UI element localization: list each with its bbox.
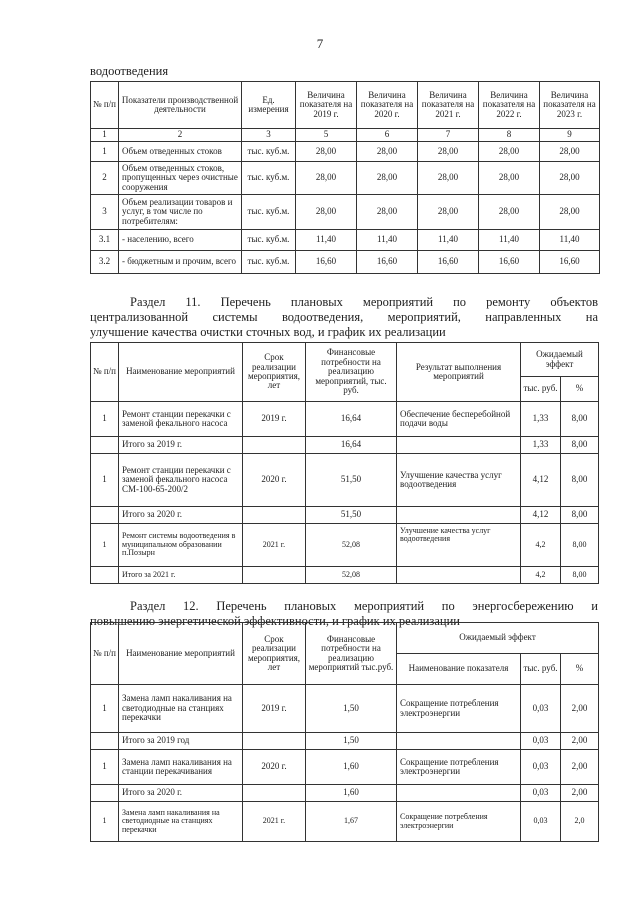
col-header: тыс. руб. [521, 377, 561, 402]
cell: 11,40 [357, 230, 418, 251]
table-header-row [91, 343, 599, 377]
table-row [91, 802, 599, 842]
cell: 8,00 [561, 524, 599, 567]
cell: Итого за 2019 г. [119, 437, 243, 454]
cell: 28,00 [357, 195, 418, 230]
table-row [91, 785, 599, 802]
cell: 16,60 [296, 251, 357, 274]
col-header: Результат выполнения мероприятий [397, 343, 521, 402]
cell: 28,00 [418, 195, 479, 230]
table-row [91, 230, 600, 251]
cell: 0,03 [521, 685, 561, 733]
cell: 2019 г. [243, 685, 306, 733]
cell: 8,00 [561, 507, 599, 524]
cell: 28,00 [479, 162, 540, 195]
cell [91, 733, 119, 750]
cell: 28,00 [357, 142, 418, 162]
cell [91, 507, 119, 524]
cell: 52,08 [306, 524, 397, 567]
table-row [91, 195, 600, 230]
cell: тыс. куб.м. [242, 251, 296, 274]
col-header: % [561, 654, 599, 685]
cell [243, 437, 306, 454]
section-11-line: централизованной системы водоотведения, мероприятий, направленных на [90, 310, 598, 324]
cell [397, 733, 521, 750]
cell: 16,60 [540, 251, 600, 274]
cell: Ремонт системы водоотведения в муниципальном образовании п.Позырн [119, 524, 243, 567]
page-number: 7 [316, 36, 324, 51]
cell: 2 [91, 162, 119, 195]
cell: 2,00 [561, 750, 599, 785]
cell: 28,00 [296, 195, 357, 230]
cell: 1 [91, 454, 119, 507]
cell: 28,00 [296, 142, 357, 162]
cell: 1 [91, 142, 119, 162]
table-row [91, 402, 599, 437]
table-row [91, 507, 599, 524]
cell: Улучшение качества услуг водоотведения [397, 524, 521, 567]
cell: Объем отведенных стоков, пропущенных через очистные сооружения [119, 162, 242, 195]
cell: Объем отведенных стоков [119, 142, 242, 162]
intro-text: водоотведения [90, 64, 169, 78]
numbering-row [91, 129, 600, 142]
cell: 1,50 [306, 685, 397, 733]
section-12-line: Раздел 12. Перечень плановых мероприятий по энергосбережению и [130, 599, 598, 613]
table-row [91, 567, 599, 584]
section-11-title [90, 295, 598, 340]
cell: 1,33 [521, 402, 561, 437]
cell: Итого за 2020 г. [119, 785, 243, 802]
col-header: Финансовые потребности на реализацию мероприятий, тыс. руб. [306, 343, 397, 402]
col-header: Ед. измерения [242, 82, 296, 129]
cell: 28,00 [418, 162, 479, 195]
col-header: Величина показателя на 2020 г. [357, 82, 418, 129]
cell: Улучшение качества услуг водоотведения [397, 454, 521, 507]
cell: 4,12 [521, 454, 561, 507]
cell: 1 [91, 402, 119, 437]
cell: 16,60 [357, 251, 418, 274]
cell: Сокращение потребления электроэнергии [397, 685, 521, 733]
cell: 16,60 [418, 251, 479, 274]
cell: 2020 г. [243, 454, 306, 507]
cell [243, 507, 306, 524]
col-header: Наименование мероприятий [119, 623, 243, 685]
col-number: 7 [418, 129, 479, 142]
cell: 1 [91, 802, 119, 842]
cell: - населению, всего [119, 230, 242, 251]
table-row [91, 454, 599, 507]
cell: 28,00 [418, 142, 479, 162]
cell: тыс. куб.м. [242, 230, 296, 251]
cell: 28,00 [357, 162, 418, 195]
cell: 16,64 [306, 437, 397, 454]
col-header: Показатели производственной деятельности [119, 82, 242, 129]
cell: 8,00 [561, 454, 599, 507]
cell: Замена ламп накаливания на станции перекачивания [119, 750, 243, 785]
cell: тыс. куб.м. [242, 162, 296, 195]
cell: Ремонт станции перекачки с заменой фекального насоса [119, 402, 243, 437]
cell: Ремонт станции перекачки с заменой фекального насоса СМ-100-65-200/2 [119, 454, 243, 507]
cell: 3.2 [91, 251, 119, 274]
cell: Сокращение потребления электроэнергии [397, 750, 521, 785]
table-row [91, 162, 600, 195]
cell: 1 [91, 750, 119, 785]
table-row [91, 142, 600, 162]
cell: 1,33 [521, 437, 561, 454]
cell: 1,60 [306, 785, 397, 802]
col-header: % [561, 377, 599, 402]
cell: 4,2 [521, 567, 561, 584]
cell: 16,64 [306, 402, 397, 437]
table-row [91, 251, 600, 274]
cell [243, 785, 306, 802]
cell [397, 785, 521, 802]
table-row [91, 524, 599, 567]
table-row [91, 685, 599, 733]
cell: 11,40 [296, 230, 357, 251]
col-header: № п/п [91, 82, 119, 129]
col-number: 1 [91, 129, 119, 142]
col-number: 6 [357, 129, 418, 142]
cell: 1 [91, 524, 119, 567]
col-header: Величина показателя на 2019 г. [296, 82, 357, 129]
cell: 28,00 [479, 142, 540, 162]
cell: Итого за 2020 г. [119, 507, 243, 524]
cell [91, 785, 119, 802]
cell: 1,50 [306, 733, 397, 750]
cell: 51,50 [306, 454, 397, 507]
col-header: Величина показателя на 2022 г. [479, 82, 540, 129]
cell: 2021 г. [243, 802, 306, 842]
col-number: 3 [242, 129, 296, 142]
col-number: 8 [479, 129, 540, 142]
col-number: 9 [540, 129, 600, 142]
cell: - бюджетным и прочим, всего [119, 251, 242, 274]
cell: Сокращение потребления электроэнергии [397, 802, 521, 842]
cell: 1 [91, 685, 119, 733]
cell: 28,00 [296, 162, 357, 195]
cell: 3.1 [91, 230, 119, 251]
col-number: 5 [296, 129, 357, 142]
cell: Итого за 2019 год [119, 733, 243, 750]
section-11-line: улучшение качества очистки сточных вод, и график их реализации [90, 325, 446, 339]
cell: 0,03 [521, 785, 561, 802]
cell: 16,60 [479, 251, 540, 274]
col-header: Ожидаемый эффект [521, 343, 599, 377]
cell: 2019 г. [243, 402, 306, 437]
cell: 4,2 [521, 524, 561, 567]
col-header: тыс. руб. [521, 654, 561, 685]
cell: 51,50 [306, 507, 397, 524]
cell: тыс. куб.м. [242, 195, 296, 230]
cell: Замена ламп накаливания на светодиодные на станциях перекачки [119, 802, 243, 842]
cell: 2,00 [561, 685, 599, 733]
cell: 3 [91, 195, 119, 230]
col-header: Срок реализации мероприятия, лет [243, 623, 306, 685]
cell [243, 567, 306, 584]
cell: Замена ламп накаливания на светодиодные на станциях перекачки [119, 685, 243, 733]
col-header: Величина показателя на 2021 г. [418, 82, 479, 129]
table-row [91, 437, 599, 454]
cell: Объем реализации товаров и услуг, в том числе по потребителям: [119, 195, 242, 230]
cell: 1,60 [306, 750, 397, 785]
cell: 8,00 [561, 402, 599, 437]
col-number: 2 [119, 129, 242, 142]
section-11-line: Раздел 11. Перечень плановых мероприятий по ремонту объектов [130, 295, 598, 309]
col-header: Наименование мероприятий [119, 343, 243, 402]
cell: 0,03 [521, 802, 561, 842]
cell: 2,0 [561, 802, 599, 842]
col-header: № п/п [91, 343, 119, 402]
table-row [91, 750, 599, 785]
table-row [91, 733, 599, 750]
cell: 11,40 [540, 230, 600, 251]
cell: 0,03 [521, 750, 561, 785]
cell: 2021 г. [243, 524, 306, 567]
cell: 4,12 [521, 507, 561, 524]
cell: 28,00 [540, 195, 600, 230]
cell: 2,00 [561, 733, 599, 750]
col-header: Величина показателя на 2023 г. [540, 82, 600, 129]
col-header: Финансовые потребности на реализацию мероприятий тыс.руб. [306, 623, 397, 685]
cell [91, 437, 119, 454]
cell: 2020 г. [243, 750, 306, 785]
cell: 8,00 [561, 437, 599, 454]
col-header: Срок реализации мероприятия, лет [243, 343, 306, 402]
cell: тыс. куб.м. [242, 142, 296, 162]
cell: 1,67 [306, 802, 397, 842]
cell: 11,40 [479, 230, 540, 251]
cell: Итого за 2021 г. [119, 567, 243, 584]
cell: 28,00 [479, 195, 540, 230]
cell: 11,40 [418, 230, 479, 251]
repair-plan-table [90, 342, 599, 584]
col-header: № п/п [91, 623, 119, 685]
section-12-line: повышению энергетической эффективности, и график их реализации [90, 614, 460, 628]
cell: 8,00 [561, 567, 599, 584]
cell: 52,08 [306, 567, 397, 584]
cell: 2,00 [561, 785, 599, 802]
production-indicators-table [90, 81, 600, 274]
table-header-row [91, 623, 599, 654]
col-header: Наименование показателя [397, 654, 521, 685]
cell [397, 437, 521, 454]
cell [91, 567, 119, 584]
cell: 0,03 [521, 733, 561, 750]
energy-saving-table [90, 622, 599, 842]
cell [397, 567, 521, 584]
cell: 28,00 [540, 162, 600, 195]
cell [397, 507, 521, 524]
cell: 28,00 [540, 142, 600, 162]
cell: Обеспечение бесперебойной подачи воды [397, 402, 521, 437]
cell [243, 733, 306, 750]
table-header-row [91, 82, 600, 129]
col-header: Ожидаемый эффект [397, 623, 599, 654]
